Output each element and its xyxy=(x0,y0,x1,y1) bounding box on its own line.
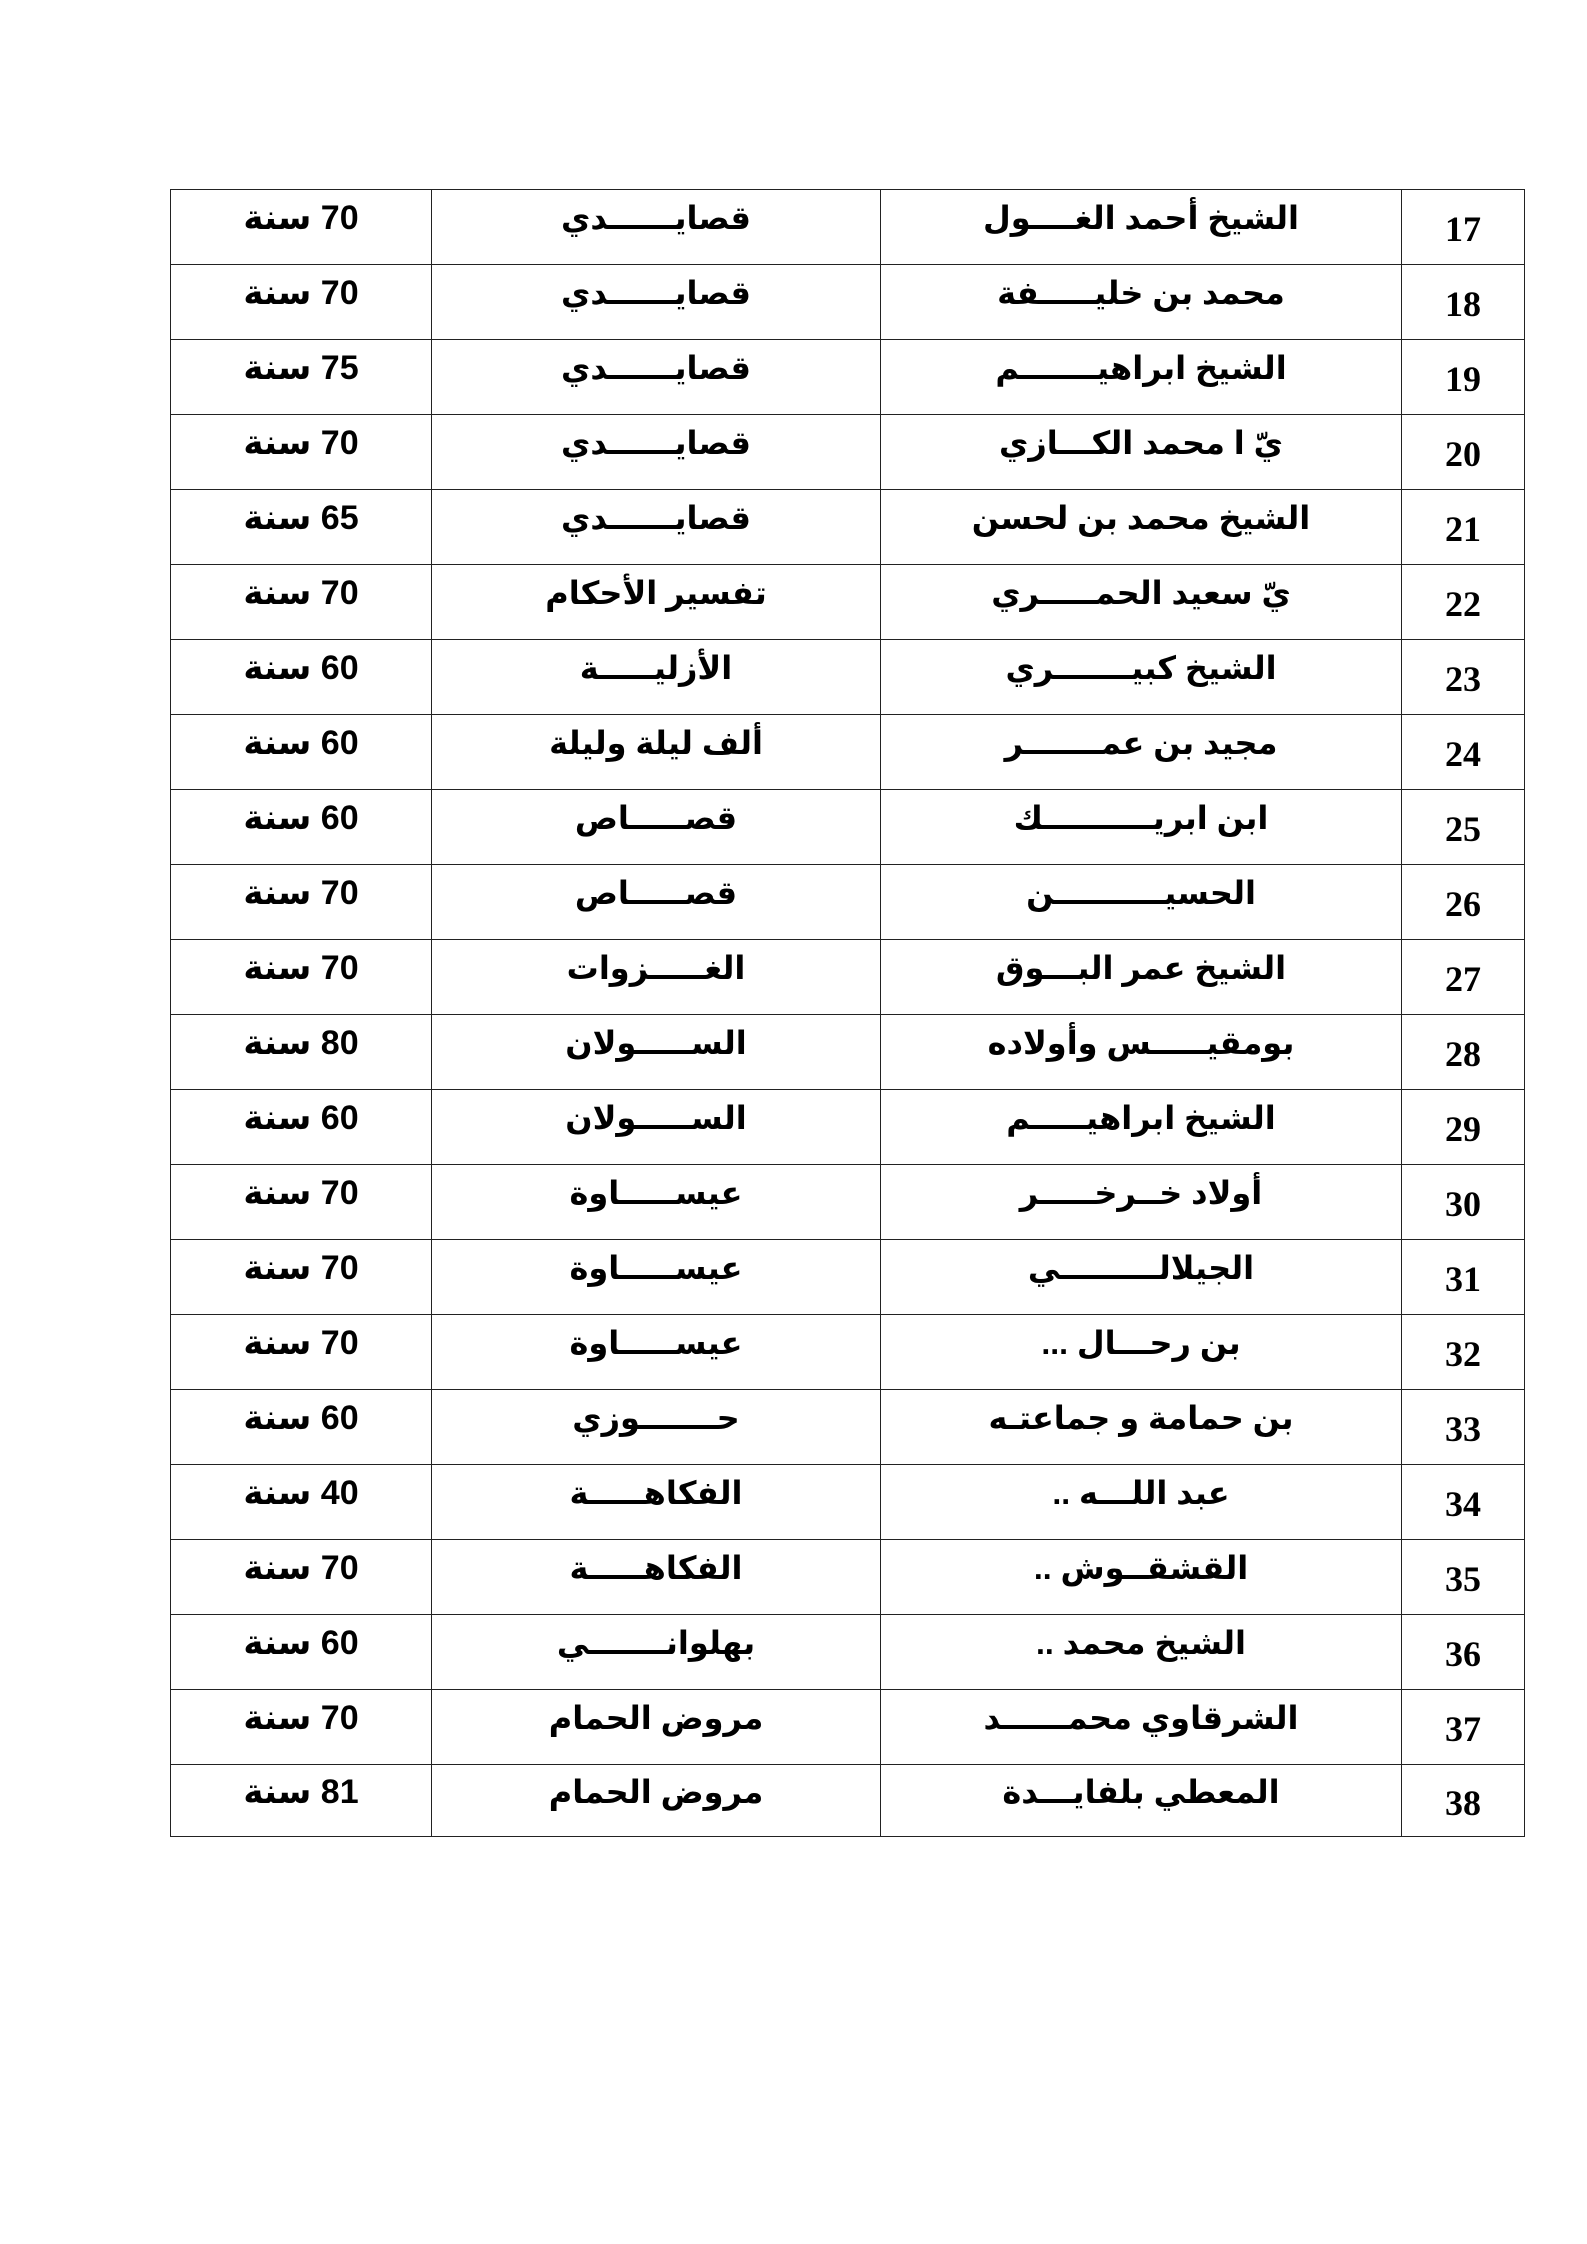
row-number-cell xyxy=(1402,790,1525,865)
age-cell-text: 80 سنة xyxy=(243,1024,359,1062)
performer-name-cell-text: الشيخ ابراهيـــــــم xyxy=(995,350,1287,386)
age-cell xyxy=(171,940,432,1015)
age-cell xyxy=(171,1690,432,1765)
performer-name-cell xyxy=(881,1465,1402,1540)
age-cell xyxy=(171,340,432,415)
table-row xyxy=(171,1390,1525,1465)
performers-table-body xyxy=(171,190,1525,1837)
row-number-cell-text: 26 xyxy=(1445,884,1481,924)
performer-name-cell-text: القشقــوش .. xyxy=(1033,1550,1249,1586)
genre-cell-text: مروض الحمام xyxy=(548,1700,764,1736)
genre-cell xyxy=(432,1540,881,1615)
performer-name-cell xyxy=(881,565,1402,640)
performer-name-cell xyxy=(881,1165,1402,1240)
age-cell-text: 70 سنة xyxy=(243,424,359,462)
table-row xyxy=(171,1540,1525,1615)
age-cell-text: 60 سنة xyxy=(243,724,359,762)
performer-name-cell-text: أولاد خــرخـــــر xyxy=(1019,1175,1263,1211)
table-row xyxy=(171,1015,1525,1090)
genre-cell xyxy=(432,1165,881,1240)
age-cell-text: 70 سنة xyxy=(243,574,359,612)
row-number-cell-text: 32 xyxy=(1445,1334,1481,1374)
genre-cell xyxy=(432,1465,881,1540)
genre-cell xyxy=(432,1615,881,1690)
genre-cell-text: قصايــــــدي xyxy=(561,200,751,236)
genre-cell xyxy=(432,790,881,865)
age-cell xyxy=(171,790,432,865)
genre-cell-text: عيســـــاوة xyxy=(569,1175,743,1211)
age-cell xyxy=(171,190,432,265)
row-number-cell-text: 30 xyxy=(1445,1184,1481,1224)
performer-name-cell-text: الشيخ أحمد الغــــول xyxy=(982,200,1300,236)
performer-name-cell xyxy=(881,790,1402,865)
table-row xyxy=(171,1240,1525,1315)
genre-cell xyxy=(432,340,881,415)
genre-cell xyxy=(432,1015,881,1090)
row-number-cell-text: 36 xyxy=(1445,1634,1481,1674)
genre-cell xyxy=(432,1765,881,1837)
performer-name-cell-text: مجيد بن عمـــــــر xyxy=(1004,725,1278,761)
age-cell xyxy=(171,1015,432,1090)
age-cell xyxy=(171,1090,432,1165)
table-row xyxy=(171,715,1525,790)
age-cell xyxy=(171,1165,432,1240)
row-number-cell xyxy=(1402,1240,1525,1315)
row-number-cell xyxy=(1402,190,1525,265)
row-number-cell xyxy=(1402,865,1525,940)
performer-name-cell xyxy=(881,415,1402,490)
table-row xyxy=(171,190,1525,265)
age-cell-text: 70 سنة xyxy=(243,949,359,987)
performer-name-cell xyxy=(881,490,1402,565)
genre-cell-text: قصايــــــدي xyxy=(561,500,751,536)
performer-name-cell-text: يّ ا محمد الكـــازي xyxy=(999,425,1283,461)
genre-cell-text: ألف ليلة وليلة xyxy=(549,725,763,761)
row-number-cell-text: 37 xyxy=(1445,1709,1481,1749)
table-row xyxy=(171,1315,1525,1390)
performer-name-cell-text: الشيخ محمد بن لحسن xyxy=(971,500,1311,536)
genre-cell-text: قصـــــاص xyxy=(574,875,738,911)
performer-name-cell xyxy=(881,640,1402,715)
performer-name-cell-text: بن حمامة و جماعتـه xyxy=(988,1400,1294,1436)
age-cell-text: 70 سنة xyxy=(243,1174,359,1212)
performer-name-cell xyxy=(881,865,1402,940)
genre-cell xyxy=(432,715,881,790)
performer-name-cell xyxy=(881,190,1402,265)
row-number-cell xyxy=(1402,1540,1525,1615)
age-cell xyxy=(171,865,432,940)
age-cell-text: 60 سنة xyxy=(243,799,359,837)
table-row xyxy=(171,490,1525,565)
table-row xyxy=(171,415,1525,490)
genre-cell-text: عيســـــاوة xyxy=(569,1250,743,1286)
age-cell xyxy=(171,415,432,490)
performer-name-cell-text: الشيخ ابراهيـــــم xyxy=(1006,1100,1276,1136)
row-number-cell xyxy=(1402,1765,1525,1837)
row-number-cell-text: 24 xyxy=(1445,734,1481,774)
genre-cell xyxy=(432,640,881,715)
performer-name-cell xyxy=(881,1090,1402,1165)
row-number-cell-text: 34 xyxy=(1445,1484,1481,1524)
genre-cell-text: مروض الحمام xyxy=(548,1773,764,1810)
row-number-cell-text: 22 xyxy=(1445,584,1481,624)
row-number-cell xyxy=(1402,1090,1525,1165)
genre-cell xyxy=(432,865,881,940)
genre-cell-text: بهلوانـــــــي xyxy=(556,1625,756,1661)
row-number-cell xyxy=(1402,1615,1525,1690)
performer-name-cell-text: الشرقاوي محمــــــد xyxy=(983,1700,1299,1736)
genre-cell-text: تفسير الأحكام xyxy=(545,575,767,611)
genre-cell xyxy=(432,1240,881,1315)
genre-cell-text: حـــــــوزي xyxy=(572,1400,740,1436)
row-number-cell xyxy=(1402,415,1525,490)
performer-name-cell xyxy=(881,1390,1402,1465)
table-row xyxy=(171,865,1525,940)
performer-name-cell xyxy=(881,1540,1402,1615)
age-cell xyxy=(171,1390,432,1465)
performer-name-cell-text: المعطي بلفايـــدة xyxy=(1002,1773,1280,1810)
performer-name-cell-text: بن رحـــال ... xyxy=(1041,1325,1241,1361)
age-cell xyxy=(171,1465,432,1540)
row-number-cell-text: 29 xyxy=(1445,1109,1481,1149)
age-cell-text: 70 سنة xyxy=(243,1699,359,1737)
performer-name-cell xyxy=(881,940,1402,1015)
age-cell xyxy=(171,715,432,790)
row-number-cell xyxy=(1402,340,1525,415)
genre-cell xyxy=(432,1690,881,1765)
performer-name-cell-text: الشيخ عمر البـــوق xyxy=(995,950,1287,986)
age-cell-text: 65 سنة xyxy=(243,499,359,537)
row-number-cell xyxy=(1402,1315,1525,1390)
age-cell-text: 70 سنة xyxy=(243,1324,359,1362)
row-number-cell xyxy=(1402,1165,1525,1240)
age-cell-text: 70 سنة xyxy=(243,1549,359,1587)
row-number-cell-text: 27 xyxy=(1445,959,1481,999)
performer-name-cell xyxy=(881,1015,1402,1090)
performer-name-cell xyxy=(881,265,1402,340)
age-cell xyxy=(171,265,432,340)
age-cell-text: 40 سنة xyxy=(243,1474,359,1512)
age-cell-text: 70 سنة xyxy=(243,274,359,312)
table-row xyxy=(171,1615,1525,1690)
genre-cell xyxy=(432,415,881,490)
row-number-cell-text: 18 xyxy=(1445,284,1481,324)
genre-cell-text: قصـــــاص xyxy=(574,800,738,836)
age-cell-text: 60 سنة xyxy=(243,649,359,687)
row-number-cell xyxy=(1402,265,1525,340)
performers-table xyxy=(170,189,1525,1837)
table-row xyxy=(171,1090,1525,1165)
age-cell-text: 60 سنة xyxy=(243,1624,359,1662)
row-number-cell-text: 25 xyxy=(1445,809,1481,849)
genre-cell-text: الفكاهـــــة xyxy=(569,1475,743,1511)
row-number-cell xyxy=(1402,490,1525,565)
row-number-cell xyxy=(1402,715,1525,790)
row-number-cell xyxy=(1402,940,1525,1015)
performer-name-cell-text: الشيخ كبيـــــــري xyxy=(1005,650,1277,686)
age-cell xyxy=(171,1315,432,1390)
row-number-cell-text: 20 xyxy=(1445,434,1481,474)
genre-cell xyxy=(432,265,881,340)
row-number-cell-text: 33 xyxy=(1445,1409,1481,1449)
table-row xyxy=(171,940,1525,1015)
performer-name-cell xyxy=(881,1315,1402,1390)
performer-name-cell xyxy=(881,1240,1402,1315)
table-row xyxy=(171,565,1525,640)
genre-cell xyxy=(432,1090,881,1165)
row-number-cell-text: 23 xyxy=(1445,659,1481,699)
row-number-cell xyxy=(1402,565,1525,640)
row-number-cell xyxy=(1402,1465,1525,1540)
row-number-cell-text: 21 xyxy=(1445,509,1481,549)
genre-cell-text: الســـــولان xyxy=(565,1025,747,1061)
performer-name-cell xyxy=(881,1690,1402,1765)
performer-name-cell xyxy=(881,340,1402,415)
age-cell xyxy=(171,1540,432,1615)
table-row xyxy=(171,1765,1525,1837)
age-cell xyxy=(171,1240,432,1315)
row-number-cell xyxy=(1402,1390,1525,1465)
age-cell-text: 81 سنة xyxy=(243,1772,359,1811)
age-cell-text: 75 سنة xyxy=(243,349,359,387)
performer-name-cell xyxy=(881,1765,1402,1837)
row-number-cell xyxy=(1402,640,1525,715)
age-cell xyxy=(171,1765,432,1837)
age-cell-text: 60 سنة xyxy=(243,1099,359,1137)
row-number-cell-text: 35 xyxy=(1445,1559,1481,1599)
genre-cell xyxy=(432,490,881,565)
age-cell xyxy=(171,640,432,715)
age-cell xyxy=(171,565,432,640)
performer-name-cell-text: يّ سعيد الحمـــــري xyxy=(991,575,1291,611)
age-cell xyxy=(171,1615,432,1690)
row-number-cell-text: 17 xyxy=(1445,209,1481,249)
performer-name-cell-text: الجيلالـــــــــي xyxy=(1027,1250,1255,1286)
genre-cell xyxy=(432,190,881,265)
performer-name-cell-text: بومقيـــــس وأولاده xyxy=(987,1025,1295,1061)
table-row xyxy=(171,1690,1525,1765)
performer-name-cell xyxy=(881,715,1402,790)
table-row xyxy=(171,340,1525,415)
genre-cell-text: الأزليـــــة xyxy=(579,650,733,686)
row-number-cell-text: 31 xyxy=(1445,1259,1481,1299)
genre-cell-text: قصايــــــدي xyxy=(561,425,751,461)
performer-name-cell-text: الحسيــــــــــن xyxy=(1026,875,1256,911)
table-row xyxy=(171,265,1525,340)
performer-name-cell-text: الشيخ محمد .. xyxy=(1035,1625,1247,1661)
genre-cell xyxy=(432,565,881,640)
table-row xyxy=(171,1165,1525,1240)
age-cell-text: 60 سنة xyxy=(243,1399,359,1437)
age-cell-text: 70 سنة xyxy=(243,1249,359,1287)
table-row xyxy=(171,790,1525,865)
genre-cell xyxy=(432,1390,881,1465)
genre-cell xyxy=(432,1315,881,1390)
table-row xyxy=(171,640,1525,715)
genre-cell-text: الغـــــزوات xyxy=(566,950,746,986)
performer-name-cell-text: ابن ابريــــــــــك xyxy=(1013,800,1269,836)
genre-cell-text: قصايــــــدي xyxy=(561,350,751,386)
genre-cell-text: عيســـــاوة xyxy=(569,1325,743,1361)
age-cell-text: 70 سنة xyxy=(243,199,359,237)
age-cell-text: 70 سنة xyxy=(243,874,359,912)
table-row xyxy=(171,1465,1525,1540)
genre-cell-text: قصايــــــدي xyxy=(561,275,751,311)
row-number-cell-text: 28 xyxy=(1445,1034,1481,1074)
performer-name-cell-text: محمد بن خليـــــفة xyxy=(997,275,1285,311)
performer-name-cell-text: عبد اللـــه .. xyxy=(1052,1475,1230,1511)
row-number-cell-text: 19 xyxy=(1445,359,1481,399)
row-number-cell xyxy=(1402,1690,1525,1765)
row-number-cell xyxy=(1402,1015,1525,1090)
performer-name-cell xyxy=(881,1615,1402,1690)
row-number-cell-text: 38 xyxy=(1445,1782,1481,1823)
age-cell xyxy=(171,490,432,565)
genre-cell-text: الســـــولان xyxy=(565,1100,747,1136)
genre-cell-text: الفكاهـــــة xyxy=(569,1550,743,1586)
genre-cell xyxy=(432,940,881,1015)
